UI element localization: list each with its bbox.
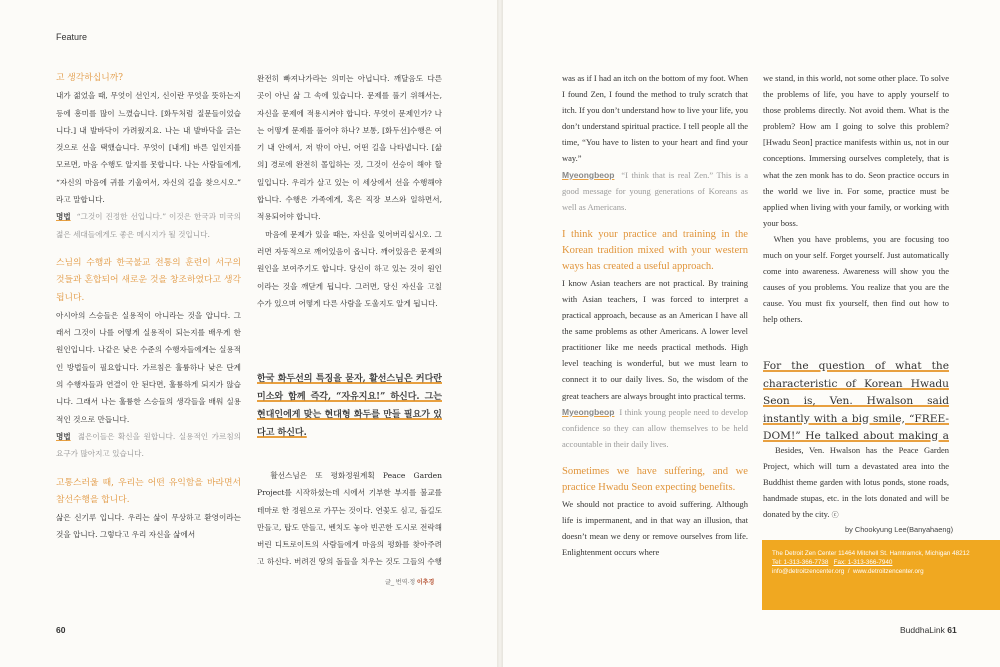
body-paragraph: 삶은 신기루 입니다. 우리는 삶이 무상하고 환영이라는 것을 압니다. 그렇다고 우리 자신을 삶에서 bbox=[56, 513, 241, 540]
question-heading: Sometimes we have suffering, and we practice Hwadu Seon expecting benefits. bbox=[562, 465, 748, 493]
question-heading: I think your practice and training in the Korean tradition mixed with your western ways has created a useful approach. bbox=[562, 228, 748, 272]
tel-number: Tel: 1-313-366-7738 bbox=[772, 559, 829, 567]
question-heading: 고통스러울 때, 우리는 어떤 유익함을 바라면서 참선수행을 합니다. bbox=[56, 477, 241, 505]
page-number-right: 61 bbox=[947, 625, 957, 635]
contact-info-box bbox=[762, 540, 1000, 610]
phone-line bbox=[772, 558, 990, 567]
page-number-left: 60 bbox=[56, 625, 66, 635]
english-pull-quote bbox=[763, 358, 949, 444]
speaker-paragraph bbox=[562, 167, 748, 215]
body-paragraph: we stand, in this world, not some other place. To solve the problems of life, you have to apply yourself to those problems directly. Not avoid them. What is the problem? How am I going to solve this problem? [Hwadu Seon] practice manifests within us, not in our conceptions. Immersing ourselves completely, that is what the zen monk has to do. Seon practice occurs in the world we live in. For some, practice must be applied when living with your family, or working with your boss. bbox=[763, 73, 949, 228]
korean-column-2-top bbox=[257, 70, 442, 348]
speaker-name: Myeongbeop bbox=[562, 406, 615, 417]
body-paragraph: was as if I had an itch on the bottom of my foot. When I found Zen, I found the method to truly scratch that itch. If you don’t understand how to live your life, you don’t understand spiritual practice. I tell people all the time, “You have to listen to your heart and find your way.” bbox=[562, 73, 748, 164]
question-heading: 고 생각하십니까? bbox=[56, 73, 123, 83]
section-label: Feature bbox=[56, 32, 88, 42]
english-pull-quote-text: For the question of what the characteristic of Korean Hwadu Seon is, Ven. Hwalson said instantly with a big smile, “FREE-DOM!” He talked about making a bbox=[763, 360, 949, 442]
body-paragraph: When you have problems, you are focusing too much on your self. Forget yourself. Just automatically come into awareness. Awareness will show you the causes of you problems. You realize that you are the cause. You must fix yourself, then find out how to help others. bbox=[763, 233, 949, 325]
speaker-paragraph bbox=[562, 404, 748, 452]
email-link[interactable]: info@detroitzencenter.org bbox=[772, 568, 845, 576]
body-paragraph: We should not practice to avoid suffering. Although life is impermanent, and in that way an illusion, that doesn’t mean we deny or remove ourselves from life. Enlightenment occurs where bbox=[562, 498, 748, 558]
body-paragraph: 마음에 문제가 있을 때는, 자신을 잊어버리십시오. 그러면 자동적으로 깨어있음이 옵니다. 깨어있음은 문제의 원인을 보여주기도 합니다. 당신이 하고 있는 것이 원인이라는 것을 깨닫게 됩니다. 그러면, 당신 자신을 고칠 수가 있으며 어떻게 다른 사람을 도울지도 알게 됩니다. bbox=[257, 229, 442, 308]
credit-prefix: 글_ 번역·정 bbox=[385, 580, 416, 586]
korean-credit bbox=[385, 577, 434, 586]
body-paragraph: I know Asian teachers are not practical. By training with Asian teachers, I was forced to interpret a practical approach, because as an American I have all the same problems as other Americans. A lower level practitioner like me needs practical methods. High level teaching is wonderful, but we must learn to connect it to our daily lives. So, the wisdom of the great teachers are always brought into practical terms. bbox=[562, 277, 748, 401]
web-line bbox=[772, 567, 990, 576]
english-column-1 bbox=[562, 70, 748, 600]
byline: by Chookyung Lee(Banyahaeng) bbox=[845, 525, 954, 534]
body-paragraph: 아시아의 스승들은 실용적이 아니라는 것을 압니다. 그래서 그것이 나를 어떻게 실용적이 되는지를 배우게 한 원인입니다. 나같은 낮은 수준의 수행자들에게는 실용적인 방법들이 필요합니다. 가르침은 훌륭하나 낮은 단계의 수행자들과 연결이 안 된다면, 훌륭하게 되지가 않습니다. 그래서 나는 훌륭한 스승들의 생각들을 배워 실용적인 것으로 만듭니다. bbox=[56, 310, 241, 424]
body-paragraph: 내가 젊었을 때, 무엇이 선인지, 신이란 무엇을 뜻하는지 등에 흥미를 많이 느꼈습니다. [화두처럼 질문들이었습니다.] 내 발바닥이 가려웠지요. 나는 내 발바닥을 긁는 것으로 선을 택했습니다. 무엇이 [내게] 바른 일인지를 모르면, 마음 수행도 알지를 못합니다. 나는 사람들에게, “자신의 마음에 귀를 기울여서, 자신의 길을 찾으시오.” 라고 말합니다. bbox=[56, 91, 241, 205]
korean-pull-quote-text: 한국 화두선의 특징을 묻자, 활선스님은 커다란 미소와 함께 즉각, “자유지요!” 하신다. 그는 현대인에게 맞는 현대형 화두를 만들 필요가 있다고 하신다. bbox=[257, 374, 442, 438]
speaker-paragraph bbox=[56, 208, 241, 243]
end-mark-icon: ⓒ bbox=[831, 511, 839, 520]
page-footer-right bbox=[900, 625, 957, 635]
korean-column-1 bbox=[56, 70, 241, 590]
speaker-paragraph bbox=[56, 428, 241, 463]
address-line: The Detroit Zen Center 11464 Mitchell St. Hamtramck, Michigan 48212 bbox=[772, 550, 970, 557]
speaker-text: I think young people need to develop confidence so they can allow themselves to be held accountable in their daily lives. bbox=[562, 406, 748, 449]
website-link[interactable]: www.detroitzencenter.org bbox=[852, 568, 924, 576]
speaker-name: Myeongbeop bbox=[562, 169, 615, 180]
fax-number: Fax: 1-313-366-7940 bbox=[833, 559, 893, 567]
english-column-2-top bbox=[763, 70, 949, 346]
korean-closing-paragraph: 활선스님은 또 평화정원계획 Peace Garden Project를 시작하셨는데 시에서 기부한 부지를 불교를 테마로 한 정원으로 가꾸는 것이다. 연꽃도 심고, 돌길도 만들고, 탑도 만들고, 벤치도 놓아 빈곤한 도시로 전락해버린 디트로이트의 사람들에게 마음의 평화를 찾아주려고 하신다. 버려진 땅의 돌들을 치우는 것도 그들의 수행 bbox=[257, 471, 442, 567]
speaker-text: “I think that is real Zen.” This is a good message for young generations of Koreans as well as Americans. bbox=[562, 169, 748, 212]
korean-pull-quote bbox=[257, 370, 442, 446]
speaker-text: 젊은이들은 확신을 원합니다. 실용적인 가르침의 요구가 많아지고 있습니다. bbox=[56, 431, 241, 459]
question-heading: 스님의 수행과 한국불교 전통의 훈련이 서구의 것들과 혼합되어 새로운 것을 창조하였다고 생각됩니다. bbox=[56, 257, 241, 303]
separator: / bbox=[847, 568, 850, 576]
credit-name: 이추경 bbox=[416, 580, 435, 586]
speaker-name: 명법 bbox=[56, 212, 71, 222]
english-closing-paragraph: Besides, Ven. Hwalson has the Peace Garden Project, which will turn a devastated area into the Buddhist theme garden with lotus ponds, stone roads, handmade stupas, etc. in the lots donated and will be donated by the city. bbox=[763, 445, 949, 520]
body-paragraph: 완전히 빠져나가라는 의미는 아닙니다. 깨달음도 다른 곳이 아닌 삶 그 속에 있습니다. 문제를 풀기 위해서는, 자신을 문제에 적용시켜야 합니다. 무엇이 문제인가? 나는 어떻게 문제를 풀어야 하나? 보통, [화두선]수행은 여기 내 안에서, 저 밖이 아닌, 어떤 길을 나타냅니다. [삶의] 경로에 완전히 몰입하는 것, 그것이 선승이 해야 할 일입니다. 우리가 살고 있는 이 세상에서 선을 수행해야 합니다. 수행은 가족에게, 혹은 직장 보스와 일하면서, 적용되어야 합니다. bbox=[257, 74, 442, 222]
korean-column-2-bottom bbox=[257, 467, 442, 573]
english-column-2-bottom bbox=[763, 442, 949, 522]
speaker-name: 명법 bbox=[56, 431, 71, 441]
magazine-name: BuddhaLink bbox=[900, 625, 945, 635]
speaker-text: “그것이 진정한 선입니다.” 이것은 한국과 미국의 젊은 세대들에게도 좋은 메시지가 될 것입니다. bbox=[56, 212, 241, 239]
